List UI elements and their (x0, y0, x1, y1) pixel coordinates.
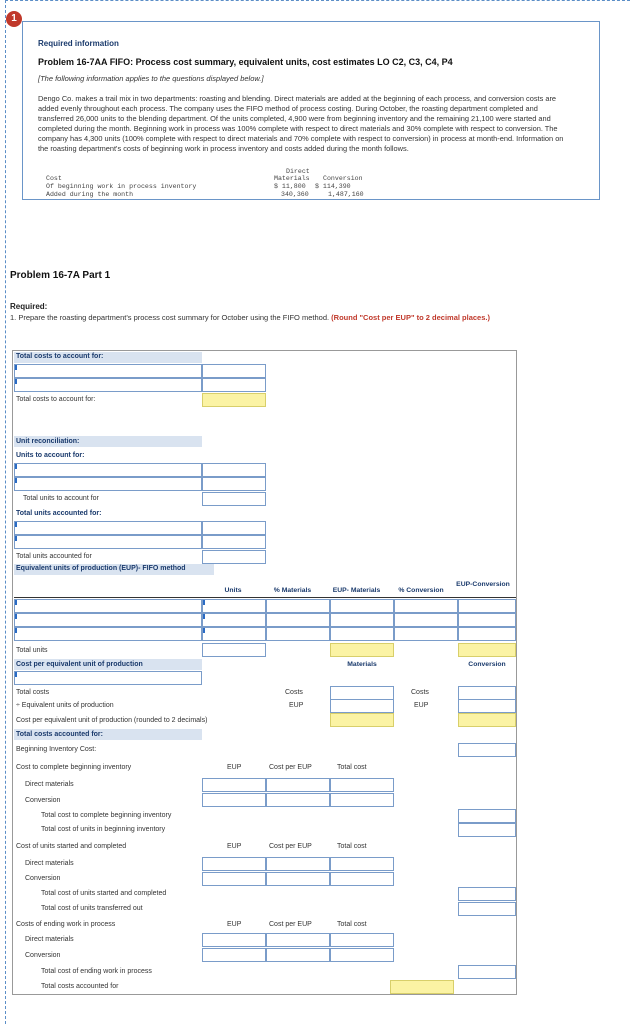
total-cost-col-label: Total cost (337, 843, 367, 850)
conversion-col-header: Conversion (468, 661, 506, 668)
eup-materials-input[interactable] (330, 599, 394, 613)
sc-conv-total-cost-input[interactable] (330, 872, 394, 886)
eup-conversion-input[interactable] (458, 627, 516, 641)
sc-dm-total-cost-input[interactable] (330, 857, 394, 871)
question-number-badge: 1 (6, 11, 22, 27)
sc-dm-eup-input[interactable] (202, 857, 266, 871)
units-label-input[interactable] (14, 477, 202, 491)
costs-conversion-label: Costs (411, 689, 429, 696)
total-units-to-account-for-label: Total units to account for (23, 495, 99, 502)
materials-eup-input[interactable] (330, 699, 394, 713)
total-cost-ending-wip-input[interactable] (458, 965, 516, 979)
costs-materials-label: Costs (285, 689, 303, 696)
eup-col-label: EUP (227, 843, 242, 850)
units-amount-input[interactable] (202, 463, 266, 477)
cost-label-input[interactable] (14, 364, 202, 378)
total-costs-header: Total costs to account for: (16, 353, 104, 360)
process-cost-summary-form (12, 350, 517, 995)
cost-per-eup-col-label: Cost per EUP (269, 764, 312, 771)
cost-amount-input[interactable] (202, 364, 266, 378)
total-units-input[interactable] (202, 643, 266, 657)
ewip-conv-total-cost-input[interactable] (330, 948, 394, 962)
beg-conv-total-cost-input[interactable] (330, 793, 394, 807)
conversion-label: Conversion (25, 797, 61, 804)
materials-col-header: Materials (347, 661, 377, 668)
eup-header: Equivalent units of production (EUP)- FIFO method (16, 565, 186, 572)
total-cost-complete-beg-input[interactable] (458, 809, 516, 823)
eup-pct-conversion-input[interactable] (394, 627, 458, 641)
total-cost-started-completed-label: Total cost of units started and completed (41, 890, 167, 897)
total-cost-transferred-input[interactable] (458, 902, 516, 916)
ewip-dm-eup-input[interactable] (202, 933, 266, 947)
materials-cost-per-eup-input[interactable] (330, 713, 394, 727)
conversion-label: Conversion (25, 952, 61, 959)
cost-row2-materials: 340,360 (281, 191, 309, 198)
unit-reconciliation-header: Unit reconciliation: (16, 438, 80, 445)
conversion-label: Conversion (25, 875, 61, 882)
total-cost-started-completed-input[interactable] (458, 887, 516, 901)
beginning-inventory-cost-input[interactable] (458, 743, 516, 757)
total-eup-conversion-input[interactable] (458, 643, 516, 657)
eup-pct-conversion-input[interactable] (394, 599, 458, 613)
eup-conversion-input[interactable] (458, 599, 516, 613)
total-eup-materials-input[interactable] (330, 643, 394, 657)
eup-units-input[interactable] (202, 627, 266, 641)
instruction-body: 1. Prepare the roasting department's process cost summary for October using the FIFO method. (10, 313, 330, 322)
cost-row1-conversion: $ 114,390 (315, 183, 351, 190)
cost-per-eup-label-input[interactable] (14, 671, 202, 685)
problem-note: [The following information applies to the questions displayed below.] (38, 74, 264, 83)
cost-row2-label: Added during the month (46, 191, 134, 198)
cost-per-eup-col-label: Cost per EUP (269, 921, 312, 928)
eup-conversion-input[interactable] (458, 613, 516, 627)
total-cost-transferred-label: Total cost of units transferred out (41, 905, 143, 912)
col-eup-conversion-header: EUP-Conversion (456, 581, 510, 588)
eup-pct-materials-input[interactable] (266, 627, 330, 641)
total-units-to-account-input[interactable] (202, 492, 266, 506)
total-cost-units-beg-input[interactable] (458, 823, 516, 837)
ewip-conv-eup-input[interactable] (202, 948, 266, 962)
required-label: Required: (10, 302, 48, 311)
col-units-header: Units (224, 587, 242, 594)
total-units-accounted-input[interactable] (202, 550, 266, 564)
accounted-label-input[interactable] (14, 535, 202, 549)
conversion-eup-input[interactable] (458, 699, 516, 713)
total-cost-complete-beg-label: Total cost to complete beginning inventory (41, 812, 172, 819)
header-rule (14, 597, 516, 598)
cost-row-cost: Cost (46, 175, 62, 182)
conversion-cost-per-eup-input[interactable] (458, 713, 516, 727)
materials-costs-input[interactable] (330, 686, 394, 700)
beg-dm-total-cost-input[interactable] (330, 778, 394, 792)
total-costs-accounted-row-label: Total costs accounted for (41, 983, 119, 990)
beginning-inventory-cost-label: Beginning Inventory Cost: (16, 746, 97, 753)
cost-to-complete-beg-label: Cost to complete beginning inventory (16, 764, 132, 771)
conversion-costs-input[interactable] (458, 686, 516, 700)
cost-col-materials: Materials (274, 175, 310, 182)
col-eup-materials-header: EUP- Materials (332, 587, 381, 594)
problem-paragraph: Dengo Co. makes a trail mix in two departments: roasting and blending. Direct materials are added at the beginning of each process, and conversion costs are added evenly throughout each process. The company uses the FIFO method of process costing. During October, the roasting department completed and transferred 26,000 units to the blending department. Of the units completed, 4,900 were from beginning inventory and the remaining 21,100 were started and completed during the month. Beginning work in process was 100% complete with respect to direct materials and 30% complete with respect to conversion. The company has 4,300 units (100% complete with respect to direct materials and 70% complete with respect to conversion) in process at month-end. Information on the roasting department's costs of beginning work in process inventory and costs added during the month follows. (38, 94, 564, 153)
total-costs-accounted-header: Total costs accounted for: (16, 731, 103, 738)
units-label-input[interactable] (14, 463, 202, 477)
direct-materials-label: Direct materials (25, 781, 74, 788)
cost-row1-materials: $ 11,800 (274, 183, 306, 190)
total-units-accounted-label: Total units accounted for (16, 553, 92, 560)
cost-label-input[interactable] (14, 378, 202, 392)
cost-col-direct: Direct (286, 168, 310, 175)
cost-per-eup-col-label: Cost per EUP (269, 843, 312, 850)
beg-dm-cost-per-eup-input[interactable] (266, 778, 330, 792)
part-title: Problem 16-7A Part 1 (10, 270, 111, 281)
beg-conv-cost-per-eup-input[interactable] (266, 793, 330, 807)
eup-col-label: EUP (227, 921, 242, 928)
required-information-heading: Required information (38, 39, 119, 48)
direct-materials-label: Direct materials (25, 936, 74, 943)
total-cost-ending-wip-label: Total cost of ending work in process (41, 968, 152, 975)
total-costs-input[interactable] (202, 393, 266, 407)
eup-pct-conversion-input[interactable] (394, 613, 458, 627)
ewip-dm-cost-per-eup-input[interactable] (266, 933, 330, 947)
cost-per-eup-rounded-label: Cost per equivalent unit of production (rounded to 2 decimals) (16, 717, 208, 724)
total-units-label: Total units (16, 647, 48, 654)
eup-pct-materials-input[interactable] (266, 613, 330, 627)
ewip-dm-total-cost-input[interactable] (330, 933, 394, 947)
eup-pct-materials-input[interactable] (266, 599, 330, 613)
required-information-box (22, 21, 600, 200)
direct-materials-label: Direct materials (25, 860, 74, 867)
units-to-account-for-header: Units to account for: (16, 452, 85, 459)
total-cost-col-label: Total cost (337, 921, 367, 928)
eup-materials-label: EUP (289, 702, 304, 709)
accounted-amount-input[interactable] (202, 521, 266, 535)
col-pct-conversion-header: % Conversion (398, 587, 444, 594)
costs-ending-wip-label: Costs of ending work in process (16, 921, 116, 928)
total-cost-col-label: Total cost (337, 764, 367, 771)
beg-conv-eup-input[interactable] (202, 793, 266, 807)
eup-row-label-input[interactable] (14, 599, 202, 613)
cost-amount-input[interactable] (202, 378, 266, 392)
beg-dm-eup-input[interactable] (202, 778, 266, 792)
accounted-label-input[interactable] (14, 521, 202, 535)
div-eup-label: ÷ Equivalent units of production (16, 702, 114, 709)
accounted-amount-input[interactable] (202, 535, 266, 549)
instruction-text (10, 313, 610, 323)
sc-dm-cost-per-eup-input[interactable] (266, 857, 330, 871)
total-costs-row-label: Total costs to account for: (16, 396, 96, 403)
eup-row-label-input[interactable] (14, 613, 202, 627)
rounding-note: (Round "Cost per EUP" to 2 decimal places.) (331, 313, 490, 322)
cost-row2-conversion: 1,487,160 (328, 191, 364, 198)
total-costs-accounted-input[interactable] (390, 980, 454, 994)
cost-col-conversion: Conversion (323, 175, 363, 182)
sc-conv-cost-per-eup-input[interactable] (266, 872, 330, 886)
cost-started-completed-label: Cost of units started and completed (16, 843, 127, 850)
eup-units-input[interactable] (202, 613, 266, 627)
total-costs-label: Total costs (16, 689, 50, 696)
col-pct-materials-header: % Materials (273, 587, 312, 594)
ewip-conv-cost-per-eup-input[interactable] (266, 948, 330, 962)
problem-title: Problem 16-7AA FIFO: Process cost summary, equivalent units, cost estimates LO C2, C3, C4, P4 (38, 57, 453, 67)
units-amount-input[interactable] (202, 477, 266, 491)
eup-units-input[interactable] (202, 599, 266, 613)
eup-row-label-input[interactable] (14, 627, 202, 641)
eup-materials-input[interactable] (330, 613, 394, 627)
cost-row1-label: Of beginning work in process inventory (46, 183, 197, 190)
sc-conv-eup-input[interactable] (202, 872, 266, 886)
eup-materials-input[interactable] (330, 627, 394, 641)
cost-per-eup-header: Cost per equivalent unit of production (16, 661, 143, 668)
eup-conversion-label: EUP (414, 702, 429, 709)
eup-col-label: EUP (227, 764, 242, 771)
total-cost-units-beg-label: Total cost of units in beginning inventory (41, 826, 166, 833)
total-units-accounted-header: Total units accounted for: (16, 510, 102, 517)
